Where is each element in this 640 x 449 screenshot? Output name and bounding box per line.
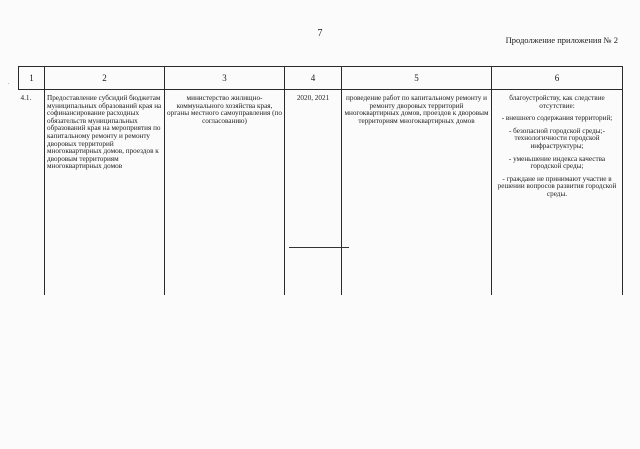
table-row — [19, 90, 623, 296]
executor-cell: министерство жилищно-коммунального хозяйства края, органы местного самоуправления (по согласованию) — [165, 90, 285, 296]
column-header-2: 2 — [45, 67, 165, 90]
effect-item: - внешнего содержания территорий; — [501, 114, 613, 123]
directions-cell: проведение работ по капитальному ремонту и ремонту дворовых территорий многоквартирных домов, проездов к дворовым территориям многоквартирных домов — [342, 90, 492, 296]
activity-cell: Предоставление субсидий бюджетам муниципальных образований края на софинансирование расходных обязательств муниципальных образований края на мероприятия по капитальному ремонту и ремонту дворовых территорий многоквартирных домов, проездов к дворовым территориям многоквартирных домов — [45, 90, 165, 296]
program-table — [18, 66, 623, 295]
effect-item: - уменьшение индекса качества городской среды; — [508, 154, 606, 171]
page-number: 7 — [317, 28, 323, 39]
column-header-4: 4 — [285, 67, 342, 90]
effect-item: благоустройству, как следствие отсутствие: — [509, 94, 605, 110]
end-rule — [289, 247, 349, 248]
effects-cell — [492, 90, 623, 296]
column-header-1: 1 — [19, 67, 45, 90]
column-header-6: 6 — [492, 67, 623, 90]
effect-item: - безопасной городской среды;- технологичности городской инфраструктуры; — [508, 126, 606, 150]
column-header-3: 3 — [165, 67, 285, 90]
scan-mark: . — [8, 80, 10, 86]
continuation-label: Продолжение приложения № 2 — [505, 35, 618, 45]
effect-item: - граждане не принимают участие в решении вопросов развития городской среды. — [497, 174, 617, 198]
column-header-5: 5 — [342, 67, 492, 90]
row-number: 4.1. — [19, 90, 45, 296]
period-cell: 2020, 2021 — [285, 90, 342, 296]
header-row — [19, 67, 623, 90]
